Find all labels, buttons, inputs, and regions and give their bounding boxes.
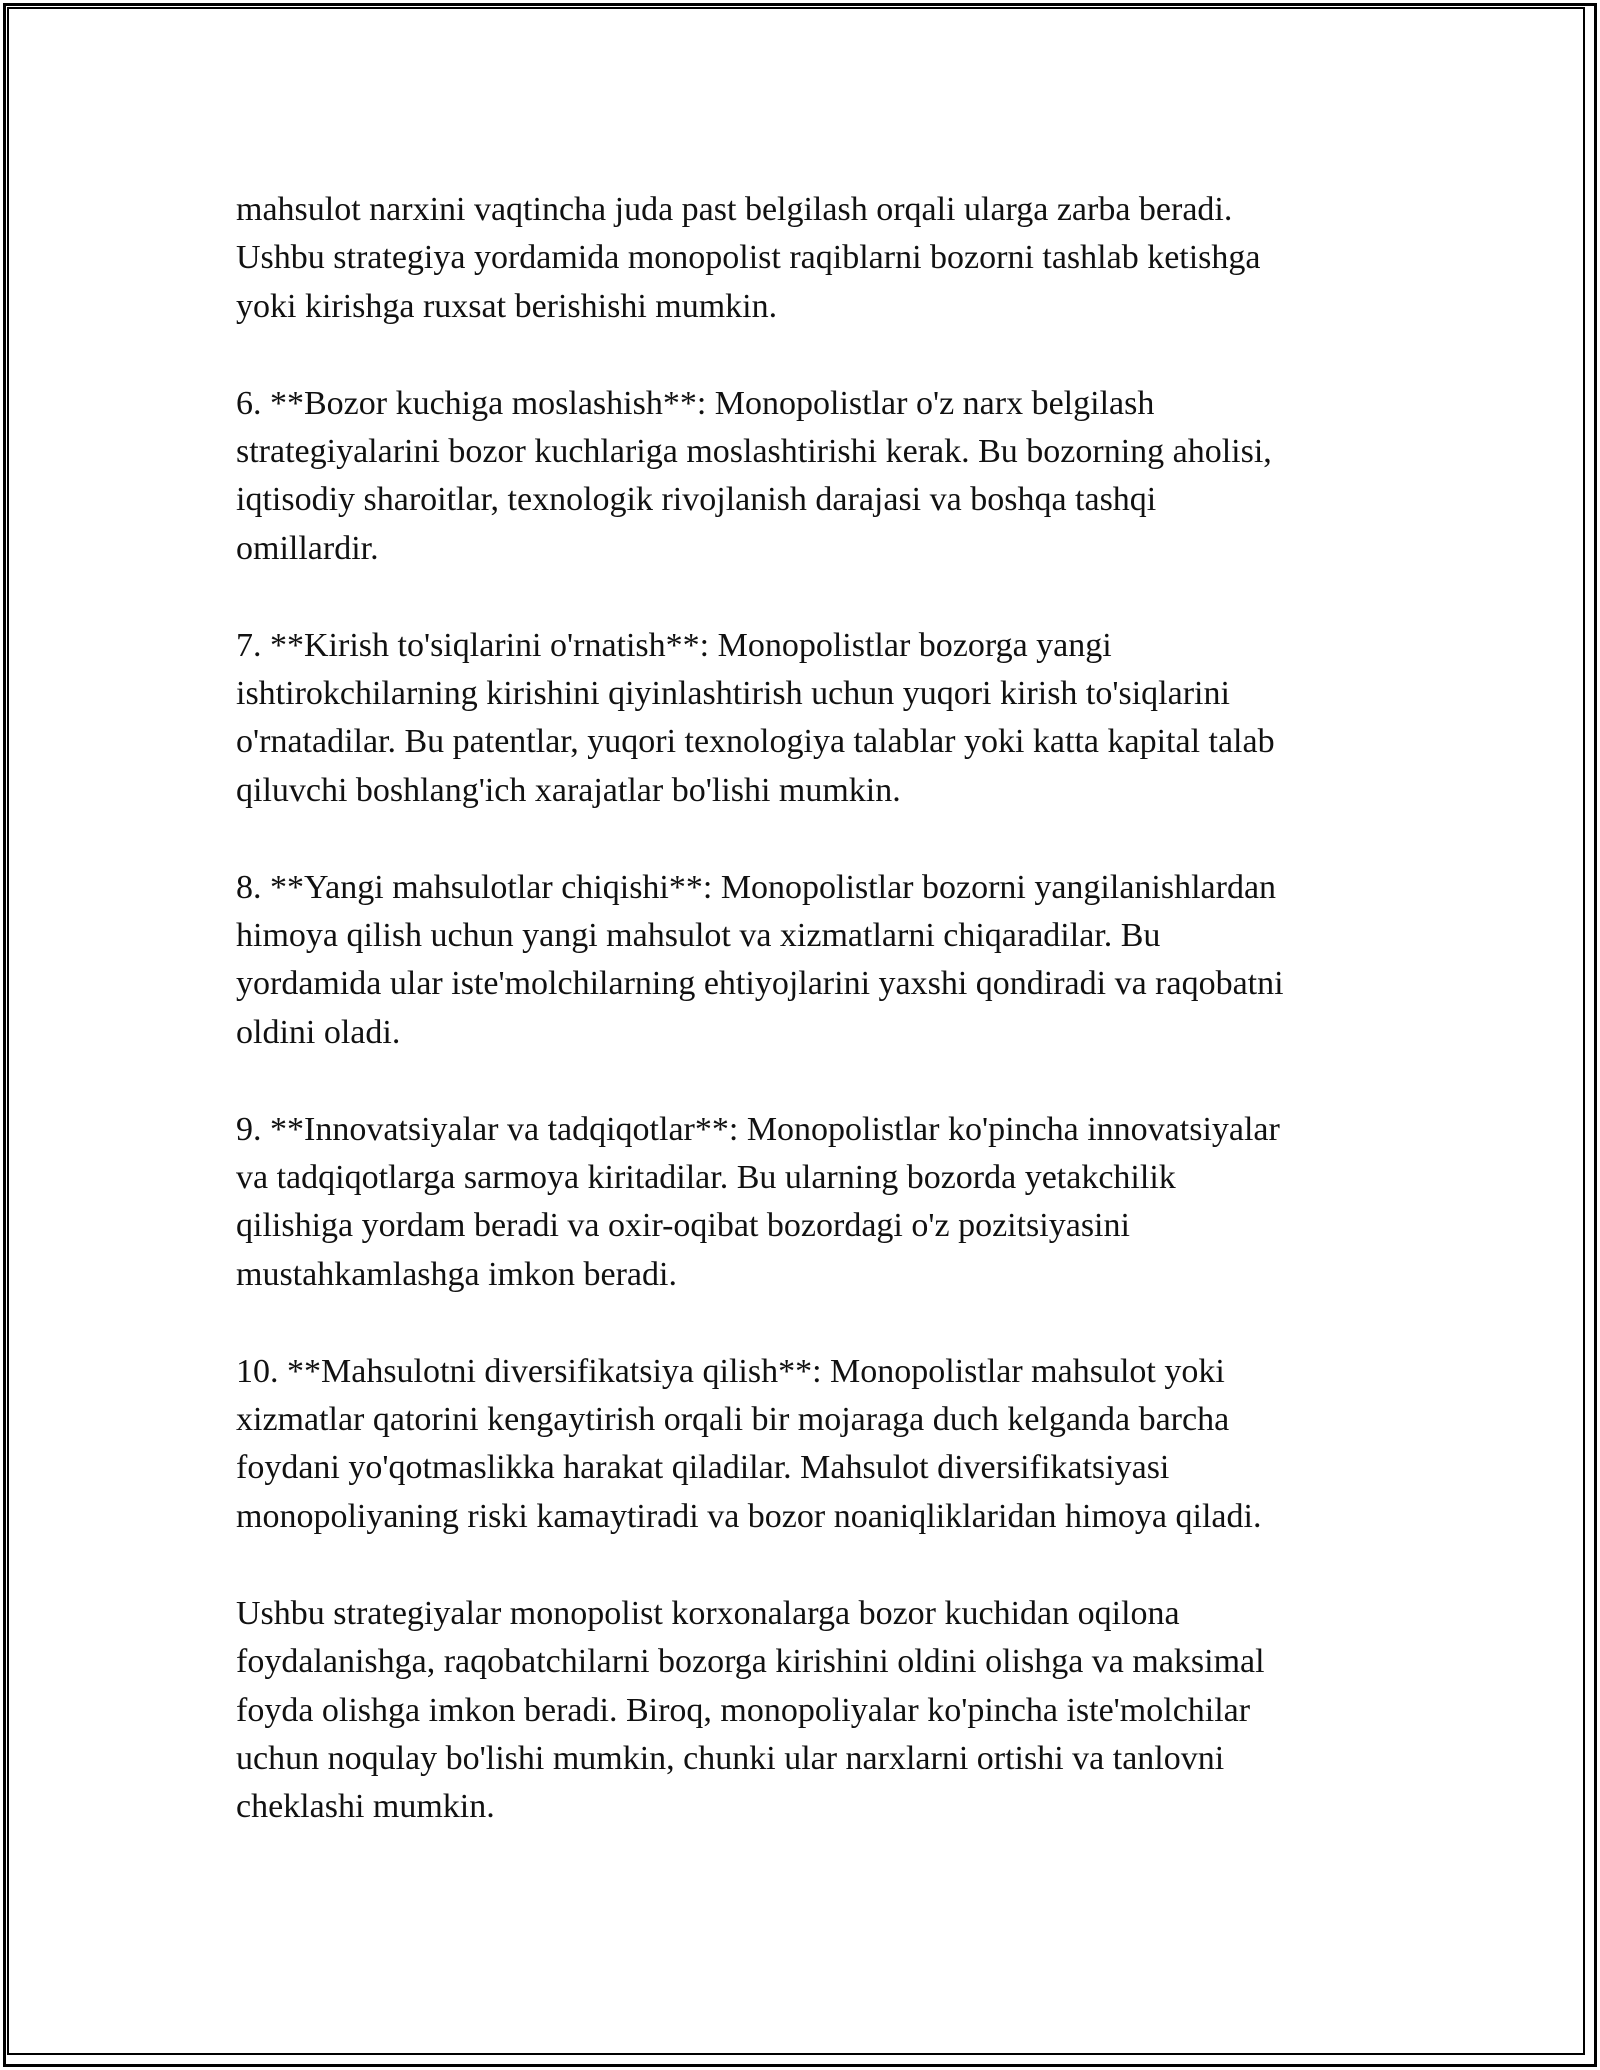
paragraph-item-7: 7. **Kirish to'siqlarini o'rnatish**: Monopolistlar bozorga yangi ishtirokchilarning kirishini qiyinlashtirish uchun yuqori kirish to'siqlarini o'rnatadilar. Bu patentlar, yuqori texnologiya talablar yoki katta kapital talab qiluvchi boshlang'ich xarajatlar bo'lishi mumkin. [236,626,1275,809]
document-body [236,186,1386,1880]
paragraph-item-10: 10. **Mahsulotni diversifikatsiya qilish**: Monopolistlar mahsulot yoki xizmatlar qatorini kengaytirish orqali bir mojaraga duch kelganda barcha foydani yo'qotmaslikka harakat qiladilar. Mahsulot diversifikatsiyasi monopoliyaning riski kamaytiradi va bozor noaniqliklaridan himoya qiladi. [236,1352,1262,1535]
paragraph-conclusion: Ushbu strategiyalar monopolist korxonalarga bozor kuchidan oqilona foydalanishga, raqobatchilarni bozorga kirishini oldini olishga va maksimal foyda olishga imkon beradi. Biroq, monopoliyalar ko'pincha iste'molchilar uchun noqulay bo'lishi mumkin, chunki ular narxlarni ortishi va tanlovni cheklashi mumkin. [236,1594,1265,1826]
paragraph-item-8: 8. **Yangi mahsulotlar chiqishi**: Monopolistlar bozorni yangilanishlardan himoya qilish uchun yangi mahsulot va xizmatlarni chiqaradilar. Bu yordamida ular iste'molchilarning ehtiyojlarini yaxshi qondiradi va raqobatni oldini oladi. [236,868,1284,1051]
paragraph-item-9: 9. **Innovatsiyalar va tadqiqotlar**: Monopolistlar ko'pincha innovatsiyalar va tadqiqotlarga sarmoya kiritadilar. Bu ularning bozorda yetakchilik qilishiga yordam beradi va oxir-oqibat bozordagi o'z pozitsiyasini mustahkamlashga imkon beradi. [236,1110,1280,1293]
paragraph-intro-continuation: mahsulot narxini vaqtincha juda past belgilash orqali ularga zarba beradi. Ushbu strategiya yordamida monopolist raqiblarni bozorni tashlab ketishga yoki kirishga ruxsat berishishi mumkin. [236,191,1261,325]
paragraph-item-6: 6. **Bozor kuchiga moslashish**: Monopolistlar o'z narx belgilash strategiyalarini bozor kuchlariga moslashtirishi kerak. Bu bozorning aholisi, iqtisodiy sharoitlar, texnologik rivojlanish darajasi va boshqa tashqi omillardir. [236,384,1272,567]
